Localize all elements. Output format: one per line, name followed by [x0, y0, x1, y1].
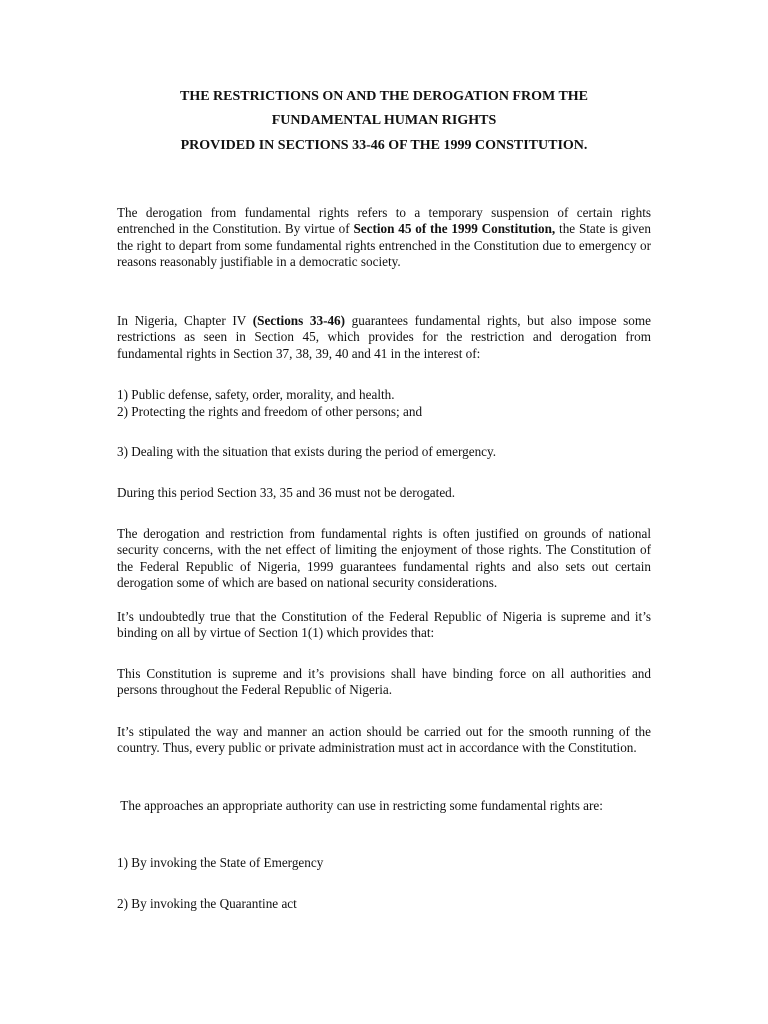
paragraph-section-1-quote: This Constitution is supreme and it’s provisions shall have binding force on all authorities and persons throughout the Federal Republic of Nigeria.	[117, 666, 651, 698]
paragraph-derogation-definition	[117, 205, 651, 270]
list-item-interest-2: 2) Protecting the rights and freedom of other persons; and	[117, 404, 423, 419]
paragraph-text: In Nigeria, Chapter IV	[117, 313, 253, 328]
paragraph-approaches-intro: The approaches an appropriate authority can use in restricting some fundamental rights are:	[117, 798, 603, 813]
paragraph-national-security: The derogation and restriction from fundamental rights is often justified on grounds of national security concerns, with the net effect of limiting the enjoyment of those rights. The Constitution of the Federal Republic of Nigeria, 1999 guarantees fundamental rights and also sets out certain derogation some of which are based on national security considerations.	[117, 526, 651, 590]
list-item-interest-1: 1) Public defense, safety, order, morality, and health.	[117, 387, 395, 402]
paragraph-text: The derogation from fundamental rights refers to a temporary suspension of certain rights entrenched in the Constitution. By virtue of	[117, 205, 651, 237]
title-line-2: FUNDAMENTAL HUMAN RIGHTS	[271, 113, 497, 128]
list-item-interest-3: 3) Dealing with the situation that exists during the period of emergency.	[117, 444, 497, 459]
paragraph-chapter-iv	[117, 313, 651, 362]
paragraph-text: the State is given the right to depart from some fundamental rights entrenched in the Constitution due to emergency or reasons reasonably justifiable in a democratic society.	[117, 221, 651, 269]
paragraph-supremacy: It’s undoubtedly true that the Constitution of the Federal Republic of Nigeria is supreme and it’s binding on all by virtue of Section 1(1) which provides that:	[117, 609, 651, 641]
list-item-approach-1: 1) By invoking the State of Emergency	[117, 855, 324, 870]
paragraph-non-derogable: During this period Section 33, 35 and 36 must not be derogated.	[117, 485, 456, 500]
title-line-1: THE RESTRICTIONS ON AND THE DEROGATION FROM THE	[179, 89, 589, 104]
paragraph-text: guarantees fundamental rights, but also impose some restrictions as seen in Section 45, which provides for the restriction and derogation from fundamental rights in Section 37, 38, 39, 40 and 41 in the interest of:	[117, 313, 652, 361]
title-line-3: PROVIDED IN SECTIONS 33-46 OF THE 1999 CONSTITUTION.	[180, 138, 588, 153]
bold-reference: (Sections 33-46)	[252, 313, 346, 328]
list-item-approach-2: 2) By invoking the Quarantine act	[117, 896, 297, 911]
bold-reference: Section 45 of the 1999 Constitution,	[353, 221, 556, 237]
paragraph-administration: It’s stipulated the way and manner an action should be carried out for the smooth running of the country. Thus, every public or private administration must act in accordance with the Constitution.	[117, 724, 651, 756]
